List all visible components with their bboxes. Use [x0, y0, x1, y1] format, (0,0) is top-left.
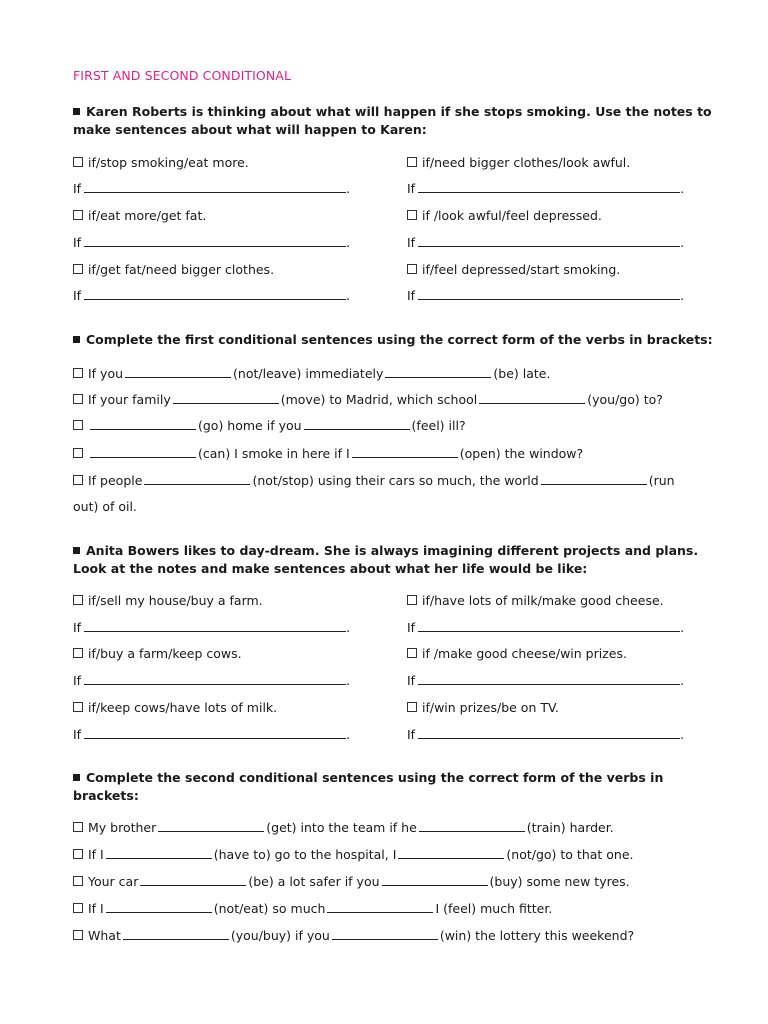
exercise-sentence: What (you/buy) if you (win) the lottery this weekend?	[73, 928, 634, 943]
answer-line[interactable]: If .	[73, 288, 351, 303]
answer-blank[interactable]	[173, 392, 279, 404]
section4-instruction: Complete the second conditional sentences using the correct form of the verbs in brackets:	[73, 770, 664, 803]
checkbox-icon	[73, 903, 83, 913]
answer-blank[interactable]	[304, 418, 410, 430]
section2-instruction: Complete the first conditional sentences using the correct form of the verbs in brackets:	[73, 331, 713, 349]
checkbox-icon	[73, 595, 83, 605]
checkbox-icon	[407, 595, 417, 605]
answer-blank[interactable]	[418, 727, 680, 739]
exercise-sentence: If your family (move) to Madrid, which school (you/go) to?	[73, 392, 663, 407]
checkbox-icon	[407, 210, 417, 220]
answer-line[interactable]: If .	[407, 235, 685, 250]
checkbox-icon	[73, 420, 83, 430]
prompt-item: if/feel depressed/start smoking.	[407, 262, 620, 277]
prompt-item: if/buy a farm/keep cows.	[73, 646, 242, 661]
answer-line[interactable]: If .	[407, 181, 685, 196]
square-bullet-icon	[73, 774, 80, 781]
exercise-sentence: If I (have to) go to the hospital, I (not/go) to that one.	[73, 847, 634, 862]
answer-blank[interactable]	[418, 181, 680, 193]
answer-blank[interactable]	[418, 288, 680, 300]
prompt-item: if /make good cheese/win prizes.	[407, 646, 627, 661]
exercise-sentence: Your car (be) a lot safer if you (buy) some new tyres.	[73, 874, 630, 889]
prompt-item: if/stop smoking/eat more.	[73, 155, 249, 170]
checkbox-icon	[73, 475, 83, 485]
checkbox-icon	[73, 157, 83, 167]
answer-blank[interactable]	[84, 181, 346, 193]
prompt-item: if/eat more/get fat.	[73, 208, 206, 223]
square-bullet-icon	[73, 108, 80, 115]
checkbox-icon	[73, 368, 83, 378]
square-bullet-icon	[73, 336, 80, 343]
exercise-sentence: If I (not/eat) so much I (feel) much fitter.	[73, 901, 552, 916]
exercise-sentence: If you (not/leave) immediately (be) late.	[73, 366, 550, 381]
checkbox-icon	[73, 210, 83, 220]
answer-line[interactable]: If .	[407, 288, 685, 303]
answer-line[interactable]: If .	[407, 727, 685, 742]
answer-line[interactable]: If .	[73, 235, 351, 250]
checkbox-icon	[73, 876, 83, 886]
answer-blank[interactable]	[106, 901, 212, 913]
answer-blank[interactable]	[419, 820, 525, 832]
checkbox-icon	[73, 264, 83, 274]
answer-blank[interactable]	[418, 620, 680, 632]
exercise-sentence: (go) home if you (feel) ill?	[73, 418, 466, 433]
answer-blank[interactable]	[479, 392, 585, 404]
section1-instruction: Karen Roberts is thinking about what will happen if she stops smoking. Use the notes to make sentences about what will happen to Karen:	[73, 104, 712, 137]
answer-blank[interactable]	[327, 901, 433, 913]
prompt-item: if/win prizes/be on TV.	[407, 700, 559, 715]
answer-blank[interactable]	[123, 928, 229, 940]
exercise-sentence: My brother (get) into the team if he (train) harder.	[73, 820, 614, 835]
exercise-sentence: (can) I smoke in here if I (open) the window?	[73, 446, 583, 461]
checkbox-icon	[73, 394, 83, 404]
checkbox-icon	[407, 157, 417, 167]
answer-blank[interactable]	[140, 874, 246, 886]
checkbox-icon	[73, 648, 83, 658]
answer-blank[interactable]	[382, 874, 488, 886]
answer-line[interactable]: If .	[73, 727, 351, 742]
answer-blank[interactable]	[352, 446, 458, 458]
prompt-item: if/get fat/need bigger clothes.	[73, 262, 274, 277]
answer-blank[interactable]	[90, 418, 196, 430]
answer-blank[interactable]	[90, 446, 196, 458]
prompt-item: if/need bigger clothes/look awful.	[407, 155, 630, 170]
checkbox-icon	[73, 930, 83, 940]
checkbox-icon	[407, 702, 417, 712]
answer-blank[interactable]	[418, 673, 680, 685]
answer-blank[interactable]	[385, 366, 491, 378]
answer-line[interactable]: If .	[73, 673, 351, 688]
exercise-sentence-continuation: out) of oil.	[73, 499, 137, 514]
answer-blank[interactable]	[106, 847, 212, 859]
checkbox-icon	[73, 448, 83, 458]
prompt-item: if/keep cows/have lots of milk.	[73, 700, 277, 715]
answer-line[interactable]: If .	[73, 181, 351, 196]
prompt-item: if/have lots of milk/make good cheese.	[407, 593, 664, 608]
exercise-sentence: If people (not/stop) using their cars so much, the world (run	[73, 473, 675, 488]
checkbox-icon	[407, 264, 417, 274]
answer-line[interactable]: If .	[407, 673, 685, 688]
page-title: FIRST AND SECOND CONDITIONAL	[73, 68, 292, 83]
answer-blank[interactable]	[84, 288, 346, 300]
square-bullet-icon	[73, 547, 80, 554]
answer-line[interactable]: If .	[73, 620, 351, 635]
answer-blank[interactable]	[84, 673, 346, 685]
answer-blank[interactable]	[418, 235, 680, 247]
section3-instruction: Anita Bowers likes to day-dream. She is always imagining different projects and plans. Look at the notes and make sentences about what her life would be like:	[73, 543, 699, 576]
answer-blank[interactable]	[332, 928, 438, 940]
answer-blank[interactable]	[144, 473, 250, 485]
answer-blank[interactable]	[541, 473, 647, 485]
answer-blank[interactable]	[398, 847, 504, 859]
answer-line[interactable]: If .	[407, 620, 685, 635]
checkbox-icon	[73, 702, 83, 712]
answer-blank[interactable]	[84, 235, 346, 247]
prompt-item: if/sell my house/buy a farm.	[73, 593, 263, 608]
answer-blank[interactable]	[84, 727, 346, 739]
answer-blank[interactable]	[84, 620, 346, 632]
checkbox-icon	[73, 849, 83, 859]
checkbox-icon	[73, 822, 83, 832]
checkbox-icon	[407, 648, 417, 658]
answer-blank[interactable]	[158, 820, 264, 832]
prompt-item: if /look awful/feel depressed.	[407, 208, 602, 223]
answer-blank[interactable]	[125, 366, 231, 378]
